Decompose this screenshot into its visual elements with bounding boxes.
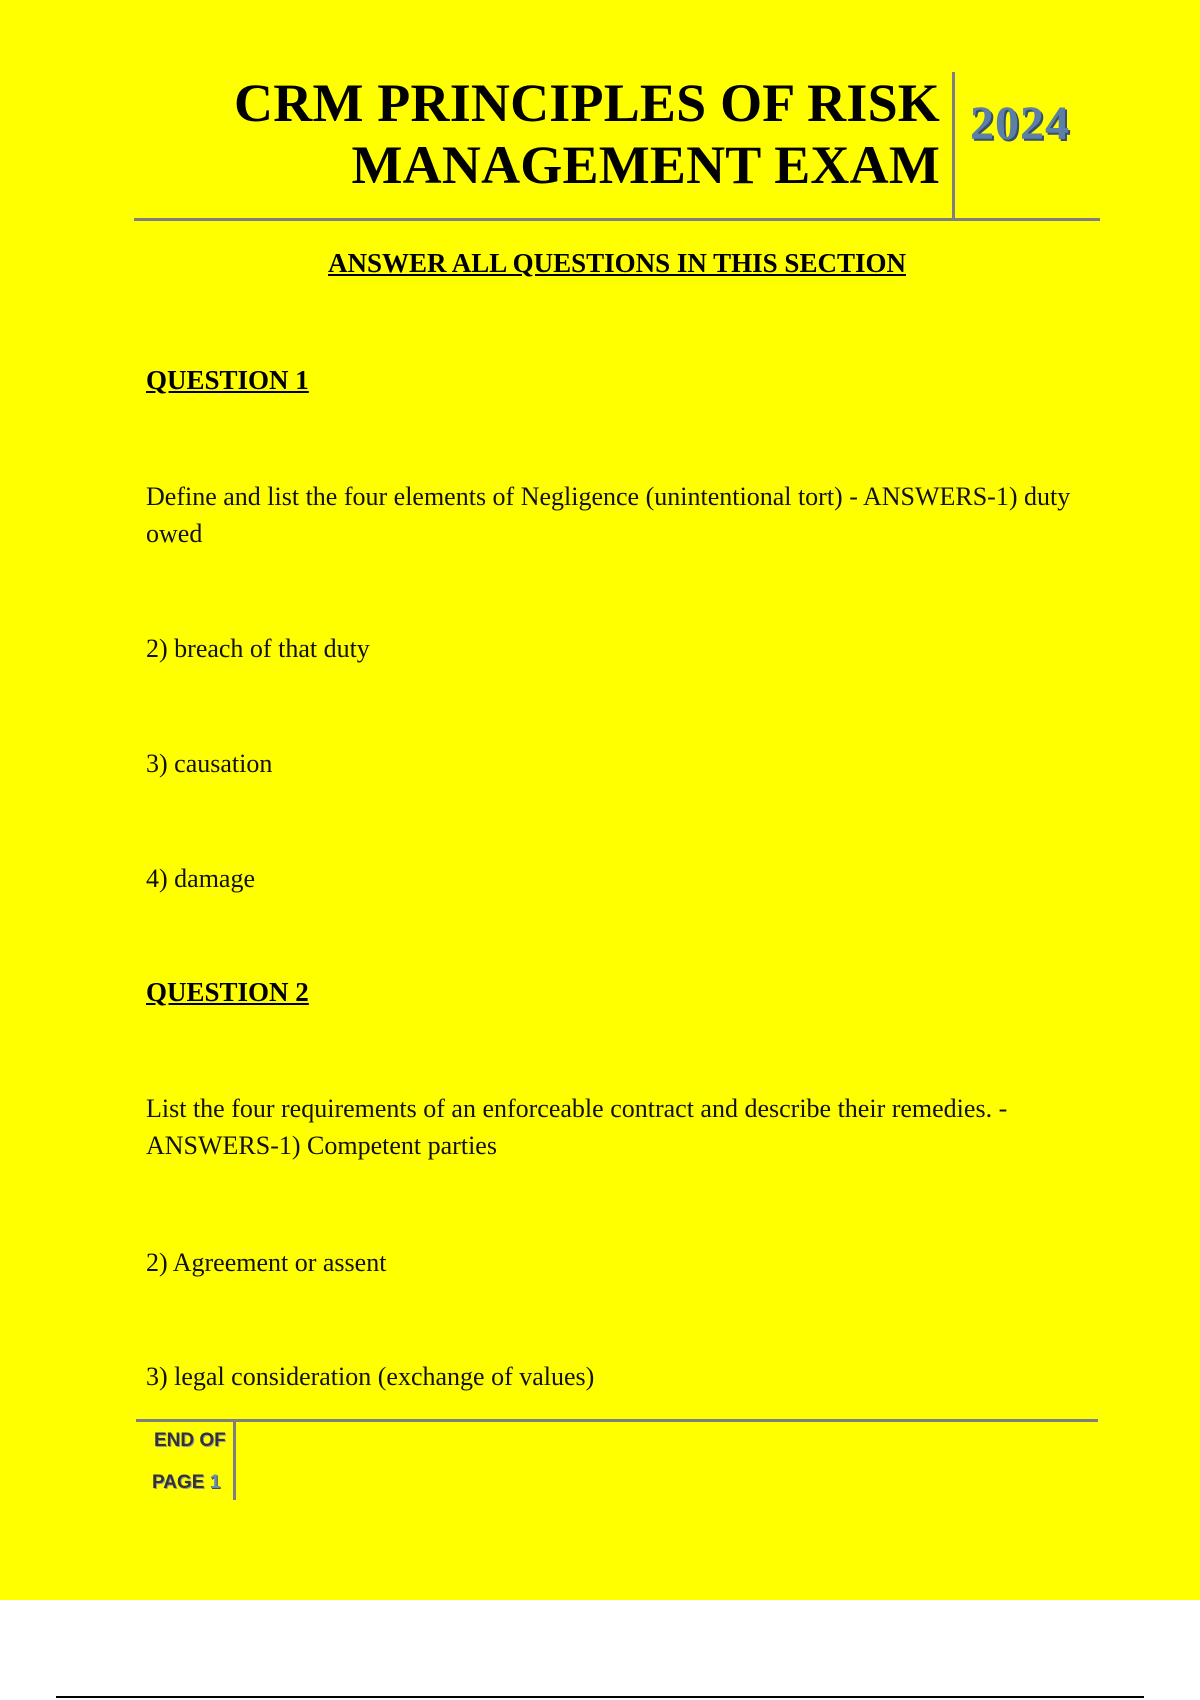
footer-end-of-label: END OF bbox=[154, 1430, 226, 1451]
footer-page-label bbox=[152, 1472, 220, 1494]
question-2-heading: QUESTION 2 bbox=[146, 977, 309, 1007]
bottom-divider bbox=[56, 1696, 1144, 1698]
year-label: 2024 bbox=[970, 97, 1070, 150]
question-2-text: List the four requirements of an enforceable contract and describe their remedies. - ANSWERS-1) Competent parties bbox=[146, 1094, 1008, 1160]
question-1-answer-2: 2) breach of that duty bbox=[146, 634, 370, 663]
question-1-answer-4: 4) damage bbox=[146, 864, 256, 893]
question-1-answer-3: 3) causation bbox=[146, 749, 273, 778]
title-block bbox=[134, 72, 955, 220]
footer-page-number: 1 bbox=[209, 1472, 221, 1493]
section-heading: ANSWER ALL QUESTIONS IN THIS SECTION bbox=[328, 248, 906, 278]
title-divider bbox=[134, 218, 1100, 221]
page-footer bbox=[136, 1422, 236, 1500]
question-2-answer-2: 2) Agreement or assent bbox=[146, 1248, 387, 1277]
footer-page-word: PAGE bbox=[152, 1472, 205, 1493]
page-title-line-2: MANAGEMENT EXAM bbox=[351, 135, 940, 195]
footer-divider bbox=[136, 1419, 1098, 1422]
question-1-heading: QUESTION 1 bbox=[146, 365, 309, 395]
page-title-line-1: CRM PRINCIPLES OF RISK bbox=[234, 73, 940, 133]
question-2-answer-3: 3) legal consideration (exchange of values) bbox=[146, 1362, 595, 1391]
question-1-text: Define and list the four elements of Negligence (unintentional tort) - ANSWERS-1) duty owed bbox=[146, 482, 1071, 548]
